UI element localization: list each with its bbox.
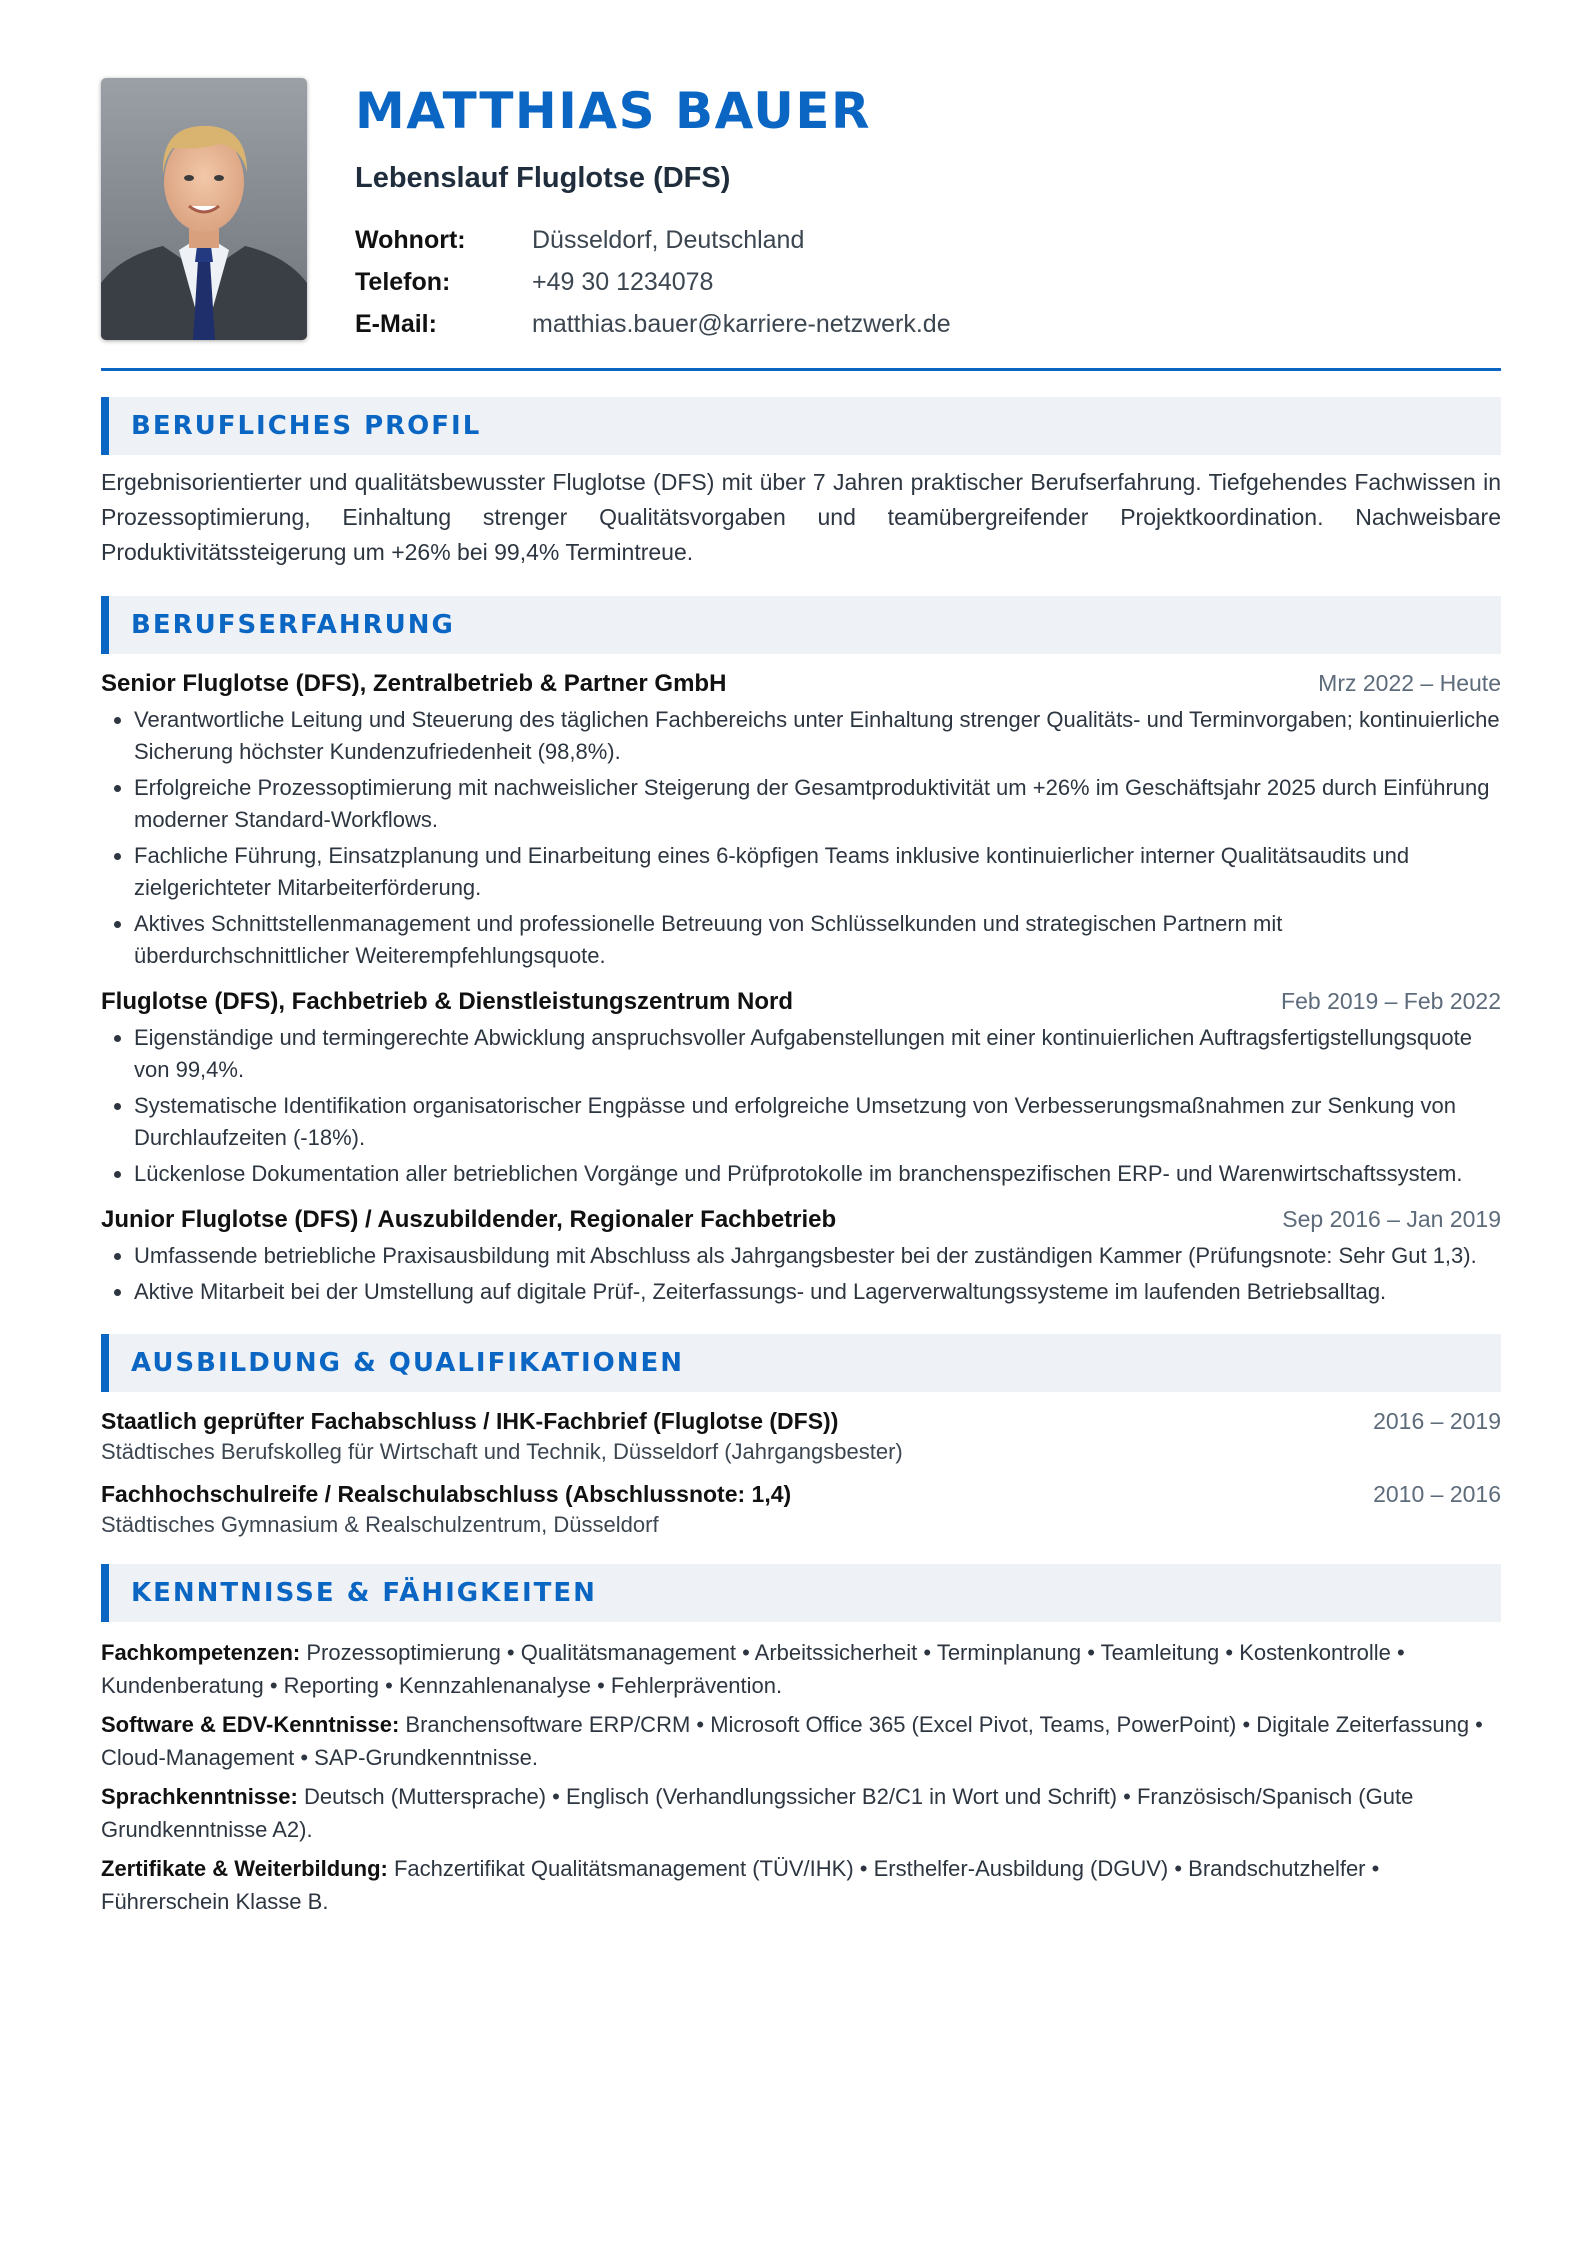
contact-value: Düsseldorf, Deutschland	[532, 226, 805, 254]
job-entry	[101, 988, 1501, 1190]
skill-label: Zertifikate & Weiterbildung:	[101, 1856, 388, 1881]
job-bullet: • Erfolgreiche Prozessoptimierung mit nachweislicher Steigerung der Gesamtproduktivität um +26% im Geschäftsjahr 2025 durch Einführung moderner Standard-Workflows.	[134, 772, 1501, 836]
education-title: Fachhochschulreife / Realschulabschluss (Abschlussnote: 1,4)	[101, 1481, 792, 1507]
candidate-name: MATTHIAS BAUER	[355, 82, 872, 140]
section-header-experience	[101, 596, 1501, 654]
job-date: Sep 2016 – Jan 2019	[1282, 1206, 1501, 1232]
education-header	[101, 1408, 1501, 1435]
contact-label: Wohnort:	[355, 226, 466, 254]
job-bullet: • Eigenständige und termingerechte Abwicklung anspruchsvoller Aufgabenstellungen mit einer kontinuierlichen Auftragsfertigstellungsquote von 99,4%.	[134, 1022, 1501, 1086]
skill-value: Branchensoftware ERP/CRM • Microsoft Office 365 (Excel Pivot, Teams, PowerPoint) • Digitale Zeiterfassung • Cloud-Management • SAP-Grundkenntnisse.	[101, 1712, 1483, 1770]
skill-label: Sprachkenntnisse:	[101, 1784, 298, 1809]
education-entry	[101, 1408, 1501, 1465]
job-bullet: • Lückenlose Dokumentation aller betrieblichen Vorgänge und Prüfprotokolle im branchenspezifischen ERP- und Warenwirtschaftssystem.	[134, 1158, 1501, 1190]
profile-photo	[101, 78, 307, 340]
job-bullet: • Verantwortliche Leitung und Steuerung des täglichen Fachbereichs unter Einhaltung strenger Qualitäts- und Terminvorgaben; kontinuierliche Sicherung höchster Kundenzufriedenheit (98,8%).	[134, 704, 1501, 768]
section-title: BERUFLICHES PROFIL	[131, 411, 482, 441]
job-entry	[101, 670, 1501, 972]
profile-text: Ergebnisorientierter und qualitätsbewusster Fluglotse (DFS) mit über 7 Jahren praktischer Berufserfahrung. Tiefgehendes Fachwissen in Prozessoptimierung, Einhaltung strenger Qualitätsvorgaben und teamübergreifender Projektkoordination. Nachweisbare Produktivitätssteigerung um +26% bei 99,4% Termintreue.	[101, 469, 1501, 565]
resume-header	[101, 78, 1501, 340]
job-bullet: • Aktives Schnittstellenmanagement und professionelle Betreuung von Schlüsselkunden und strategischen Partnern mit überdurchschnittlicher Weiterempfehlungsquote.	[134, 908, 1501, 972]
skill-value: Prozessoptimierung • Qualitätsmanagement • Arbeitssicherheit • Terminplanung • Teamleitung • Kostenkontrolle • Kundenberatung • Reporting • Kennzahlenanalyse • Fehlerprävention.	[101, 1640, 1405, 1698]
skill-line	[101, 1852, 1501, 1918]
job-header	[101, 988, 1501, 1016]
contact-row-email	[355, 303, 951, 345]
section-header-education	[101, 1334, 1501, 1392]
education-title: Staatlich geprüfter Fachabschluss / IHK-Fachbrief (Fluglotse (DFS))	[101, 1408, 839, 1434]
section-title: AUSBILDUNG & QUALIFIKATIONEN	[131, 1348, 685, 1378]
job-bullets	[101, 1240, 1501, 1308]
education-year: 2016 – 2019	[1373, 1408, 1501, 1434]
contact-label: Telefon:	[355, 268, 451, 296]
job-header	[101, 1206, 1501, 1234]
contact-row-residence	[355, 219, 951, 261]
section-header-skills	[101, 1564, 1501, 1622]
skill-line	[101, 1636, 1501, 1702]
skill-label: Fachkompetenzen:	[101, 1640, 301, 1665]
contact-value: +49 30 1234078	[532, 268, 714, 296]
education-entry	[101, 1481, 1501, 1538]
section-title: BERUFSERFAHRUNG	[131, 610, 455, 640]
contact-block	[355, 219, 951, 345]
job-entry	[101, 1206, 1501, 1308]
contact-label: E-Mail:	[355, 310, 437, 338]
section-header-profile	[101, 397, 1501, 455]
education-institution: Städtisches Gymnasium & Realschulzentrum, Düsseldorf	[101, 1512, 659, 1537]
job-title: Fluglotse (DFS), Fachbetrieb & Dienstleistungszentrum Nord	[101, 988, 794, 1015]
education-institution: Städtisches Berufskolleg für Wirtschaft und Technik, Düsseldorf (Jahrgangsbester)	[101, 1439, 903, 1464]
document-subtitle: Lebenslauf Fluglotse (DFS)	[355, 162, 731, 194]
job-title: Junior Fluglotse (DFS) / Auszubildender, Regionaler Fachbetrieb	[101, 1206, 837, 1233]
job-bullet: • Umfassende betriebliche Praxisausbildung mit Abschluss als Jahrgangsbester bei der zuständigen Kammer (Prüfungsnote: Sehr Gut 1,3).	[134, 1240, 1501, 1272]
skill-label: Software & EDV-Kenntnisse:	[101, 1712, 400, 1737]
job-bullet: • Aktive Mitarbeit bei der Umstellung auf digitale Prüf-, Zeiterfassungs- und Lagerverwaltungssysteme im laufenden Betriebsalltag.	[134, 1276, 1501, 1308]
job-bullet: • Systematische Identifikation organisatorischer Engpässe und erfolgreiche Umsetzung von Verbesserungsmaßnahmen zur Senkung von Durchlaufzeiten (-18%).	[134, 1090, 1501, 1154]
contact-value: matthias.bauer@karriere-netzwerk.de	[532, 310, 951, 338]
header-divider	[101, 368, 1501, 371]
skill-line	[101, 1708, 1501, 1774]
job-bullets	[101, 704, 1501, 972]
skill-line	[101, 1780, 1501, 1846]
job-bullets	[101, 1022, 1501, 1190]
education-header	[101, 1481, 1501, 1508]
job-header	[101, 670, 1501, 698]
education-year: 2010 – 2016	[1373, 1481, 1501, 1507]
skill-value: Deutsch (Muttersprache) • Englisch (Verhandlungssicher B2/C1 in Wort und Schrift) • Französisch/Spanisch (Gute Grundkenntnisse A2).	[101, 1784, 1414, 1842]
contact-row-phone	[355, 261, 951, 303]
job-bullet: • Fachliche Führung, Einsatzplanung und Einarbeitung eines 6-köpfigen Teams inklusive kontinuierlicher interner Qualitätsaudits und zielgerichteter Mitarbeiterförderung.	[134, 840, 1501, 904]
skill-value: Fachzertifikat Qualitätsmanagement (TÜV/IHK) • Ersthelfer-Ausbildung (DGUV) • Brandschutzhelfer • Führerschein Klasse B.	[101, 1856, 1380, 1914]
job-date: Feb 2019 – Feb 2022	[1281, 988, 1501, 1014]
job-title: Senior Fluglotse (DFS), Zentralbetrieb & Partner GmbH	[101, 670, 727, 697]
job-date: Mrz 2022 – Heute	[1318, 670, 1501, 696]
section-title: KENNTNISSE & FÄHIGKEITEN	[131, 1578, 597, 1608]
header-info	[355, 78, 951, 345]
